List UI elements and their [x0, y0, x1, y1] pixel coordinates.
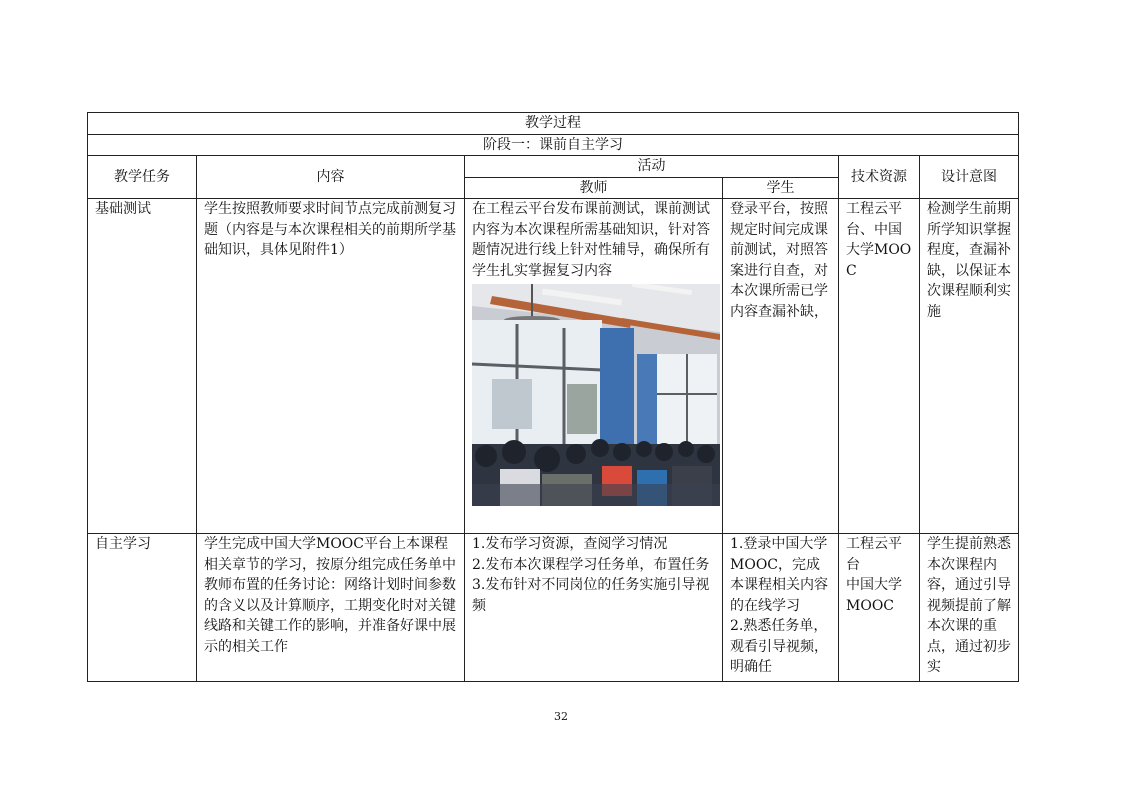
resources-cell	[839, 534, 920, 682]
header-intent: 设计意图	[920, 156, 1019, 199]
intent-cell: 学生提前熟悉本次课程内容，通过引导视频提前了解本次课的重点，通过初步实	[920, 534, 1019, 682]
table-row	[88, 534, 1019, 682]
student-item: 2.熟悉任务单，观看引导视频，明确任	[730, 618, 828, 675]
resources-cell: 工程云平台、中国大学MOOC	[839, 199, 920, 534]
task-cell: 自主学习	[88, 534, 197, 682]
stage-title: 阶段一：课前自主学习	[88, 134, 1019, 156]
resource-item: 工程云平台	[846, 536, 902, 573]
table-row	[88, 199, 1019, 534]
task-cell: 基础测试	[88, 199, 197, 534]
teacher-text: 在工程云平台发布课前测试，课前测试内容为本次课程所需基础知识，针对答题情况进行线上针对性辅导，确保所有学生扎实掌握复习内容	[472, 201, 710, 279]
resource-item: 中国大学MOOC	[846, 577, 902, 614]
header-resources: 技术资源	[839, 156, 920, 199]
header-activity: 活动	[465, 156, 839, 178]
teacher-cell	[465, 199, 723, 534]
student-cell	[723, 534, 839, 682]
page-number: 32	[554, 710, 568, 723]
teacher-item: 2.发布本次课程学习任务单，布置任务	[472, 556, 710, 573]
classroom-photo	[472, 284, 720, 506]
header-student: 学生	[723, 177, 839, 199]
student-cell: 登录平台，按照规定时间完成课前测试，对照答案进行自查，对本次课所需已学内容查漏补缺，	[723, 199, 839, 534]
intent-cell: 检测学生前期所学知识掌握程度，查漏补缺，以保证本次课程顺利实施	[920, 199, 1019, 534]
header-content: 内容	[197, 156, 465, 199]
header-teacher: 教师	[465, 177, 723, 199]
teaching-process-table	[87, 112, 1019, 682]
content-cell: 学生按照教师要求时间节点完成前测复习题（内容是与本次课程相关的前期所学基础知识，具体见附件1）	[197, 199, 465, 534]
teacher-item: 3.发布针对不同岗位的任务实施引导视频	[472, 577, 710, 614]
teacher-cell	[465, 534, 723, 682]
teacher-item: 1.发布学习资源，查阅学习情况	[472, 536, 668, 552]
header-task: 教学任务	[88, 156, 197, 199]
content-cell: 学生完成中国大学MOOC平台上本课程相关章节的学习，按原分组完成任务单中教师布置的任务讨论：网络计划时间参数的含义以及计算顺序，工期变化时对关键线路和关键工作的影响，并准备好课中展示的相关工作	[197, 534, 465, 682]
table-title: 教学过程	[88, 113, 1019, 135]
student-item: 1.登录中国大学MOOC，完成本课程相关内容的在线学习	[730, 536, 828, 614]
